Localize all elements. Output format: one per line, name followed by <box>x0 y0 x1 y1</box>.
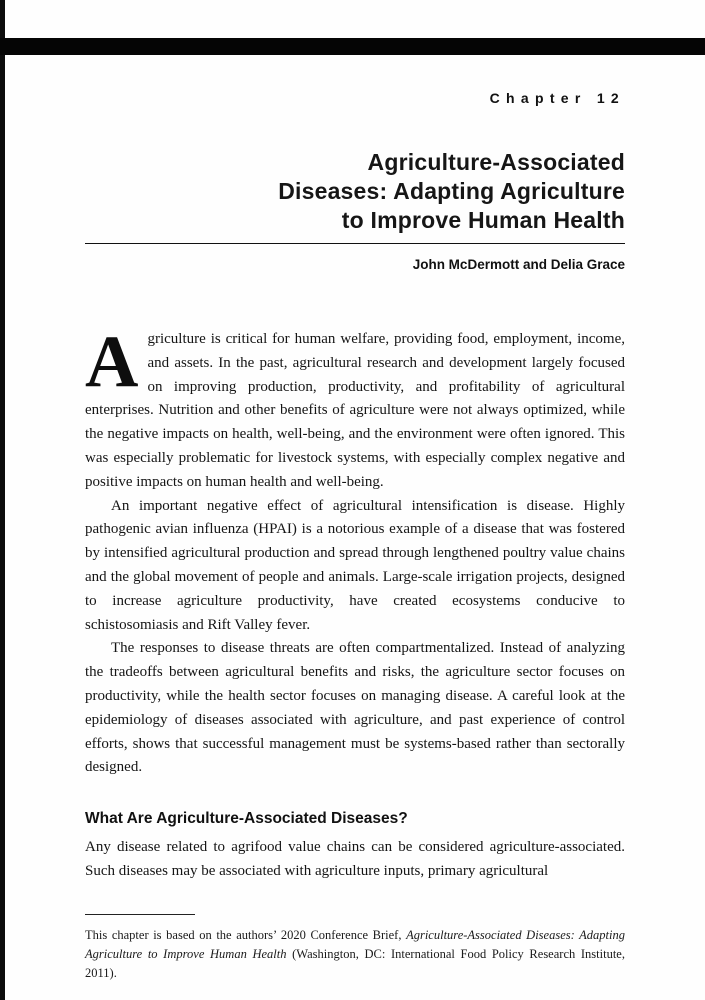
footnote <box>85 914 625 983</box>
body-text <box>85 321 625 983</box>
footnote-rule <box>85 914 195 915</box>
paragraph-1-text: griculture is critical for human welfare, providing food, employment, income, and assets. In the past, agricultural research and development largely focused on improving production, productivity, and profitability of agricultural enterprises. Nutrition and other benefits of agriculture were not always optimized, while the negative impacts on health, well-being, and the environment were often ignored. This was especially problematic for livestock systems, with especially complex negative and positive impacts on human health and well-being. <box>85 331 625 490</box>
paragraph-1 <box>85 321 625 495</box>
page-edge-strip <box>0 0 5 1000</box>
authors-byline: John McDermott and Delia Grace <box>412 257 625 272</box>
footnote-text-italic-title: Agriculture-Associated Diseases: Adapting Agriculture to Improve Human Health <box>85 927 625 961</box>
footnote-text-post: (Washington, DC: International Food Policy Research Institute, 2011). <box>85 946 625 980</box>
section-heading: What Are Agriculture-Associated Diseases? <box>85 810 408 828</box>
title-rule <box>85 243 625 244</box>
title-line-2: Diseases: Adapting Agriculture <box>278 178 625 204</box>
footnote-text <box>85 926 625 983</box>
chapter-title <box>85 148 625 235</box>
paragraph-4: Any disease related to agrifood value chains can be considered agriculture-associated. Such diseases may be associated with agriculture inputs, primary agricultural <box>85 838 625 879</box>
chapter-label: Chapter 12 <box>489 90 625 106</box>
paragraph-3: The responses to disease threats are often compartmentalized. Instead of analyzing the tradeoffs between agricultural benefits and risks, the agriculture sector focuses on productivity, while the health sector focuses on managing disease. A careful look at the epidemiology of diseases associated with agriculture, and past experience of control efforts, shows that successful management must be systems-based rather than sectorally designed. <box>85 640 625 776</box>
title-line-1: Agriculture-Associated <box>367 149 625 175</box>
title-line-3: to Improve Human Health <box>341 207 625 233</box>
paragraph-2: An important negative effect of agricultural intensification is disease. Highly pathogenic avian influenza (HPAI) is a notorious example of a disease that was fostered by intensified agricultural production and spread through lengthened poultry value chains and the global movement of people and animals. Large-scale irrigation projects, designed to increase agriculture productivity, have created ecosystems conducive to schistosomiasis and Rift Valley fever. <box>85 497 625 633</box>
page-content <box>85 0 625 983</box>
footnote-text-pre: This chapter is based on the authors’ 2020 Conference Brief, <box>85 927 407 942</box>
drop-cap: A <box>85 321 139 403</box>
